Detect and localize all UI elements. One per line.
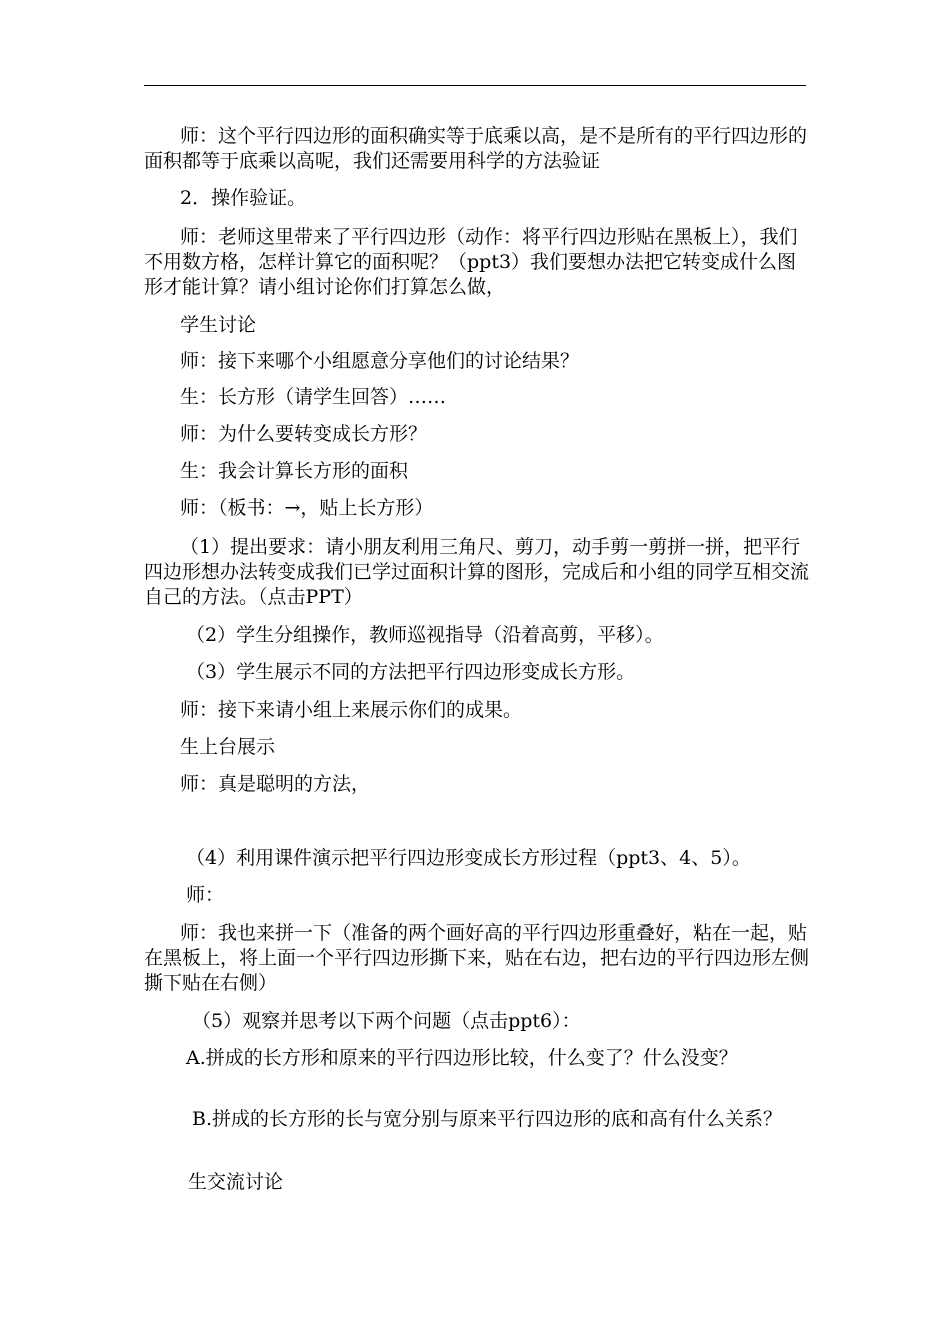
paragraph-3: 师：老师这里带来了平行四边形（动作：将平行四边形贴在黑板上），我们不用数方格，怎样计算它的面积呢？（ppt3）我们要想办法把它转变成什么图形才能计算？请小组讨论你们打算怎么做， <box>144 226 798 298</box>
paragraph-11: （2）学生分组操作，教师巡视指导（沿着高剪，平移）。 <box>186 624 664 646</box>
paragraph-20: A.拼成的长方形和原来的平行四边形比较，什么变了？什么没变？ <box>186 1047 738 1069</box>
paragraph-17: 师： <box>186 884 225 906</box>
header-rule <box>144 85 806 86</box>
paragraph-14: 生上台展示 <box>180 736 276 758</box>
paragraph-5: 师：接下来哪个小组愿意分享他们的讨论结果？ <box>180 350 580 372</box>
paragraph-6: 生：长方形（请学生回答）…… <box>180 386 447 408</box>
paragraph-7: 师：为什么要转变成长方形？ <box>180 423 428 445</box>
paragraph-2: 2．操作验证。 <box>180 187 307 209</box>
paragraph-9: 师：（板书：→，贴上长方形） <box>180 497 434 519</box>
paragraph-22: 生交流讨论 <box>188 1171 284 1193</box>
paragraph-18: 师：我也来拼一下（准备的两个画好高的平行四边形重叠好，粘在一起，贴在黑板上，将上面一个平行四边形撕下来，贴在右边，把右边的平行四边形左侧撕下贴在右侧） <box>144 922 810 994</box>
paragraph-19: （5）观察并思考以下两个问题（点击ppt6）： <box>192 1010 581 1032</box>
paragraph-4: 学生讨论 <box>180 314 257 336</box>
paragraph-10: （1）提出要求：请小朋友利用三角尺、剪刀，动手剪一剪拼一拼，把平行四边形想办法转变成我们已学过面积计算的图形，完成后和小组的同学互相交流自己的方法。（点击PPT） <box>144 536 810 608</box>
paragraph-8: 生：我会计算长方形的面积 <box>180 460 409 482</box>
paragraph-12: （3）学生展示不同的方法把平行四边形变成长方形。 <box>186 661 636 683</box>
paragraph-21: B.拼成的长方形的长与宽分别与原来平行四边形的底和高有什么关系？ <box>192 1108 783 1130</box>
paragraph-1: 师：这个平行四边形的面积确实等于底乘以高，是不是所有的平行四边形的面积都等于底乘以高呢，我们还需要用科学的方法验证 <box>144 125 808 172</box>
paragraph-16: （4）利用课件演示把平行四边形变成长方形过程（ppt3、4、5）。 <box>186 847 751 869</box>
paragraph-13: 师：接下来请小组上来展示你们的成果。 <box>180 699 523 721</box>
paragraph-15: 师：真是聪明的方法， <box>180 773 371 795</box>
